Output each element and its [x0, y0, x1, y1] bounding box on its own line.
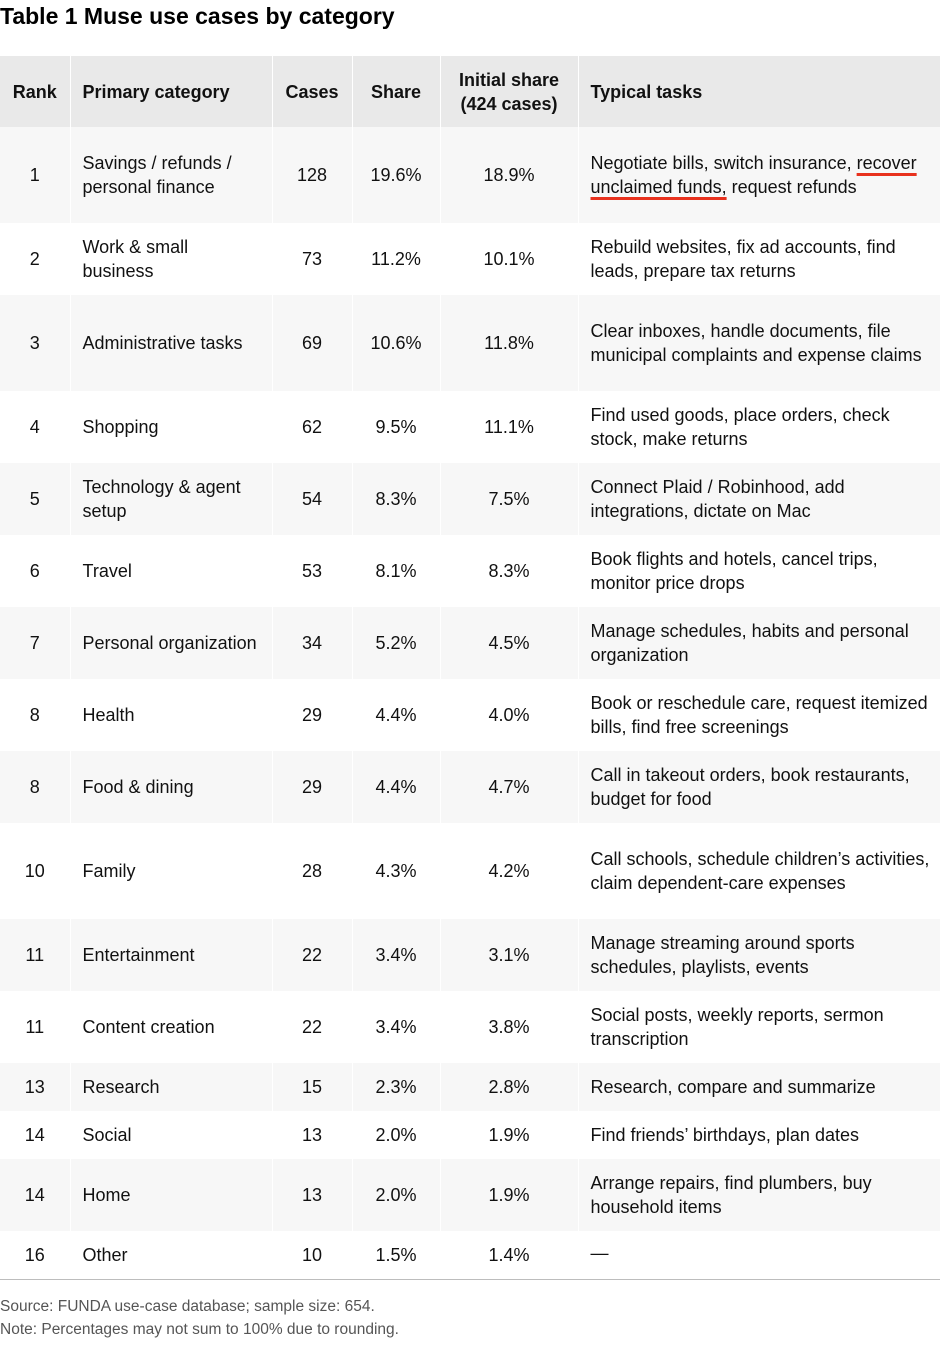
table-title: Table 1 Muse use cases by category — [0, 3, 395, 29]
category-cell: Travel — [70, 535, 272, 607]
cases-cell: 62 — [272, 391, 352, 463]
share-cell: 5.2% — [352, 607, 440, 679]
cases-cell: 69 — [272, 295, 352, 391]
rank-cell: 16 — [0, 1231, 70, 1279]
category-cell: Work & small business — [70, 223, 272, 295]
initial-share-cell: 4.0% — [440, 679, 578, 751]
table-row — [0, 679, 940, 751]
rank-cell: 3 — [0, 295, 70, 391]
tasks-cell: Call schools, schedule children’s activities, claim dependent-care expenses — [578, 823, 940, 919]
table-row — [0, 391, 940, 463]
table-row — [0, 1111, 940, 1159]
share-cell: 2.3% — [352, 1063, 440, 1111]
share-cell: 11.2% — [352, 223, 440, 295]
category-cell: Other — [70, 1231, 272, 1279]
share-cell: 4.4% — [352, 679, 440, 751]
table-row — [0, 1159, 940, 1231]
cases-cell: 10 — [272, 1231, 352, 1279]
table-row — [0, 607, 940, 679]
initial-share-cell: 3.8% — [440, 991, 578, 1063]
category-cell: Savings / refunds / personal finance — [70, 127, 272, 223]
table-footer — [0, 1295, 399, 1341]
table-row — [0, 823, 940, 919]
highlighted-task-text: recover unclaimed funds, — [590, 153, 917, 197]
share-cell: 9.5% — [352, 391, 440, 463]
initial-share-cell: 7.5% — [440, 463, 578, 535]
initial-share-cell: 1.9% — [440, 1111, 578, 1159]
table-row — [0, 991, 940, 1063]
rank-cell: 8 — [0, 679, 70, 751]
category-cell: Health — [70, 679, 272, 751]
share-cell: 8.3% — [352, 463, 440, 535]
rank-cell: 5 — [0, 463, 70, 535]
cases-cell: 128 — [272, 127, 352, 223]
cases-cell: 22 — [272, 991, 352, 1063]
table-row — [0, 919, 940, 991]
table-body — [0, 127, 940, 1279]
rank-cell: 11 — [0, 919, 70, 991]
initial-share-cell: 10.1% — [440, 223, 578, 295]
table-row — [0, 535, 940, 607]
category-cell: Food & dining — [70, 751, 272, 823]
category-cell: Technology & agent setup — [70, 463, 272, 535]
tasks-cell: Find friends’ birthdays, plan dates — [578, 1111, 940, 1159]
category-cell: Shopping — [70, 391, 272, 463]
initial-share-cell: 4.2% — [440, 823, 578, 919]
table-row — [0, 1063, 940, 1111]
tasks-cell: Social posts, weekly reports, sermon transcription — [578, 991, 940, 1063]
initial-share-cell: 18.9% — [440, 127, 578, 223]
initial-share-cell: 3.1% — [440, 919, 578, 991]
header-row — [0, 56, 940, 127]
header-initial-share — [440, 56, 578, 127]
rank-cell: 8 — [0, 751, 70, 823]
initial-share-cell: 2.8% — [440, 1063, 578, 1111]
rank-cell: 6 — [0, 535, 70, 607]
category-cell: Personal organization — [70, 607, 272, 679]
initial-share-cell: 11.8% — [440, 295, 578, 391]
header-rank: Rank — [0, 56, 70, 127]
table-row — [0, 1231, 940, 1279]
share-cell: 2.0% — [352, 1111, 440, 1159]
share-cell: 10.6% — [352, 295, 440, 391]
rounding-note: Note: Percentages may not sum to 100% due to rounding. — [0, 1321, 399, 1338]
category-cell: Administrative tasks — [70, 295, 272, 391]
header-tasks: Typical tasks — [578, 56, 940, 127]
initial-share-cell: 1.9% — [440, 1159, 578, 1231]
cases-cell: 15 — [272, 1063, 352, 1111]
share-cell: 19.6% — [352, 127, 440, 223]
cases-cell: 28 — [272, 823, 352, 919]
category-cell: Content creation — [70, 991, 272, 1063]
table-row — [0, 751, 940, 823]
tasks-cell: — — [578, 1231, 940, 1279]
header-share: Share — [352, 56, 440, 127]
table-header — [0, 56, 940, 127]
tasks-cell: Book or reschedule care, request itemized bills, find free screenings — [578, 679, 940, 751]
category-cell: Home — [70, 1159, 272, 1231]
category-cell: Research — [70, 1063, 272, 1111]
tasks-cell: Connect Plaid / Robinhood, add integrations, dictate on Mac — [578, 463, 940, 535]
use-cases-table — [0, 56, 940, 1280]
table-row — [0, 295, 940, 391]
share-cell: 4.4% — [352, 751, 440, 823]
tasks-cell: Clear inboxes, handle documents, file municipal complaints and expense claims — [578, 295, 940, 391]
rank-cell: 2 — [0, 223, 70, 295]
source-note: Source: FUNDA use-case database; sample size: 654. — [0, 1298, 375, 1315]
share-cell: 8.1% — [352, 535, 440, 607]
table-row — [0, 463, 940, 535]
tasks-cell: Rebuild websites, fix ad accounts, find leads, prepare tax returns — [578, 223, 940, 295]
rank-cell: 10 — [0, 823, 70, 919]
initial-share-cell: 8.3% — [440, 535, 578, 607]
initial-share-cell: 4.5% — [440, 607, 578, 679]
rank-cell: 7 — [0, 607, 70, 679]
share-cell: 1.5% — [352, 1231, 440, 1279]
tasks-cell: Arrange repairs, find plumbers, buy household items — [578, 1159, 940, 1231]
header-cases: Cases — [272, 56, 352, 127]
tasks-text: Negotiate bills, switch insurance, — [590, 153, 857, 173]
header-initial-share-line2: (424 cases) — [460, 93, 558, 114]
rank-cell: 14 — [0, 1111, 70, 1159]
category-cell: Family — [70, 823, 272, 919]
cases-cell: 13 — [272, 1159, 352, 1231]
tasks-cell: Call in takeout orders, book restaurants, budget for food — [578, 751, 940, 823]
rank-cell: 1 — [0, 127, 70, 223]
header-initial-share-line1: Initial share — [458, 69, 560, 90]
tasks-text-continued: request refunds — [726, 177, 857, 197]
initial-share-cell: 1.4% — [440, 1231, 578, 1279]
share-cell: 3.4% — [352, 919, 440, 991]
rank-cell: 4 — [0, 391, 70, 463]
table-row — [0, 223, 940, 295]
cases-cell: 34 — [272, 607, 352, 679]
rank-cell: 11 — [0, 991, 70, 1063]
tasks-cell: Research, compare and summarize — [578, 1063, 940, 1111]
cases-cell: 13 — [272, 1111, 352, 1159]
rank-cell: 14 — [0, 1159, 70, 1231]
tasks-cell: Manage streaming around sports schedules, playlists, events — [578, 919, 940, 991]
cases-cell: 22 — [272, 919, 352, 991]
share-cell: 3.4% — [352, 991, 440, 1063]
category-cell: Entertainment — [70, 919, 272, 991]
cases-cell: 29 — [272, 751, 352, 823]
tasks-cell: Find used goods, place orders, check stock, make returns — [578, 391, 940, 463]
cases-cell: 29 — [272, 679, 352, 751]
tasks-cell: Book flights and hotels, cancel trips, monitor price drops — [578, 535, 940, 607]
header-category: Primary category — [70, 56, 272, 127]
cases-cell: 53 — [272, 535, 352, 607]
rank-cell: 13 — [0, 1063, 70, 1111]
cases-cell: 73 — [272, 223, 352, 295]
share-cell: 4.3% — [352, 823, 440, 919]
category-cell: Social — [70, 1111, 272, 1159]
share-cell: 2.0% — [352, 1159, 440, 1231]
tasks-cell — [578, 127, 940, 223]
cases-cell: 54 — [272, 463, 352, 535]
tasks-cell: Manage schedules, habits and personal organization — [578, 607, 940, 679]
table-row — [0, 127, 940, 223]
initial-share-cell: 11.1% — [440, 391, 578, 463]
initial-share-cell: 4.7% — [440, 751, 578, 823]
